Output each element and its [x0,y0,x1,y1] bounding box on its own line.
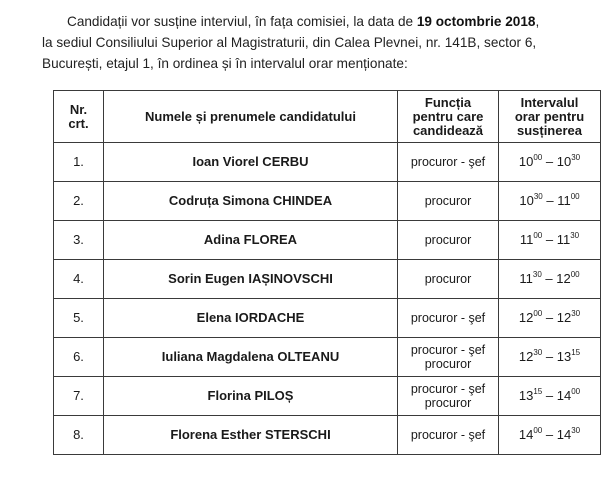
cell-nr: 4. [54,260,104,299]
table-row [54,416,601,455]
cell-name: Ioan Viorel CERBU [104,143,398,182]
cell-name: Codruța Simona CHINDEA [104,182,398,221]
table-row [54,143,601,182]
candidates-table [53,90,601,455]
cell-name: Adina FLOREA [104,221,398,260]
table-row [54,338,601,377]
cell-interval: $10^{00} - 10^{30}$ [499,143,601,182]
cell-nr: 2. [54,182,104,221]
cell-nr: 1. [54,143,104,182]
cell-nr: 3. [54,221,104,260]
cell-function: procuror - şef procuror [398,338,499,377]
header-name: Numele și prenumele candidatului [104,91,398,143]
cell-name: Sorin Eugen IAȘINOVSCHI [104,260,398,299]
table-row [54,260,601,299]
cell-nr: 8. [54,416,104,455]
cell-nr: 7. [54,377,104,416]
cell-function: procuror [398,182,499,221]
cell-interval: $12^{00} - 12^{30}$ [499,299,601,338]
interview-date: 19 octombrie 2018 [416,14,536,29]
intro-line-2: la sediul Consiliului Superior al Magistraturii, din Calea Plevnei, nr. 141B, sector 6, [42,35,537,50]
cell-nr: 6. [54,338,104,377]
cell-function: procuror - şef procuror [398,377,499,416]
intro-line-3: București, etajul 1, în ordinea și în intervalul orar menționate: [42,56,408,71]
intro-line-1: Candidații vor susține interviul, în fața comisiei, la data de 19 octombrie 2018, [67,14,540,29]
table-row [54,377,601,416]
header-function: Funcția pentru care candidează [398,91,499,143]
cell-function: procuror [398,260,499,299]
table-header-row [54,91,601,143]
table-row [54,221,601,260]
cell-function: procuror [398,221,499,260]
cell-name: Iuliana Magdalena OLTEANU [104,338,398,377]
header-nr: Nr. crt. [54,91,104,143]
table-row [54,299,601,338]
cell-nr: 5. [54,299,104,338]
cell-name: Elena IORDACHE [104,299,398,338]
cell-interval: $10^{30} - 11^{00}$ [499,182,601,221]
cell-interval: $11^{00} - 11^{30}$ [499,221,601,260]
cell-function: procuror - şef [398,416,499,455]
intro-paragraph [42,11,602,74]
cell-function: procuror - şef [398,299,499,338]
cell-interval: $11^{30} - 12^{00}$ [499,260,601,299]
cell-function: procuror - şef [398,143,499,182]
cell-interval: $14^{00} - 14^{30}$ [499,416,601,455]
cell-interval: $13^{15} - 14^{00}$ [499,377,601,416]
cell-name: Florina PILOȘ [104,377,398,416]
header-interval: Intervalul orar pentru susținerea [499,91,601,143]
cell-interval: $12^{30} - 13^{15}$ [499,338,601,377]
table-row [54,182,601,221]
cell-name: Florena Esther STERSCHI [104,416,398,455]
